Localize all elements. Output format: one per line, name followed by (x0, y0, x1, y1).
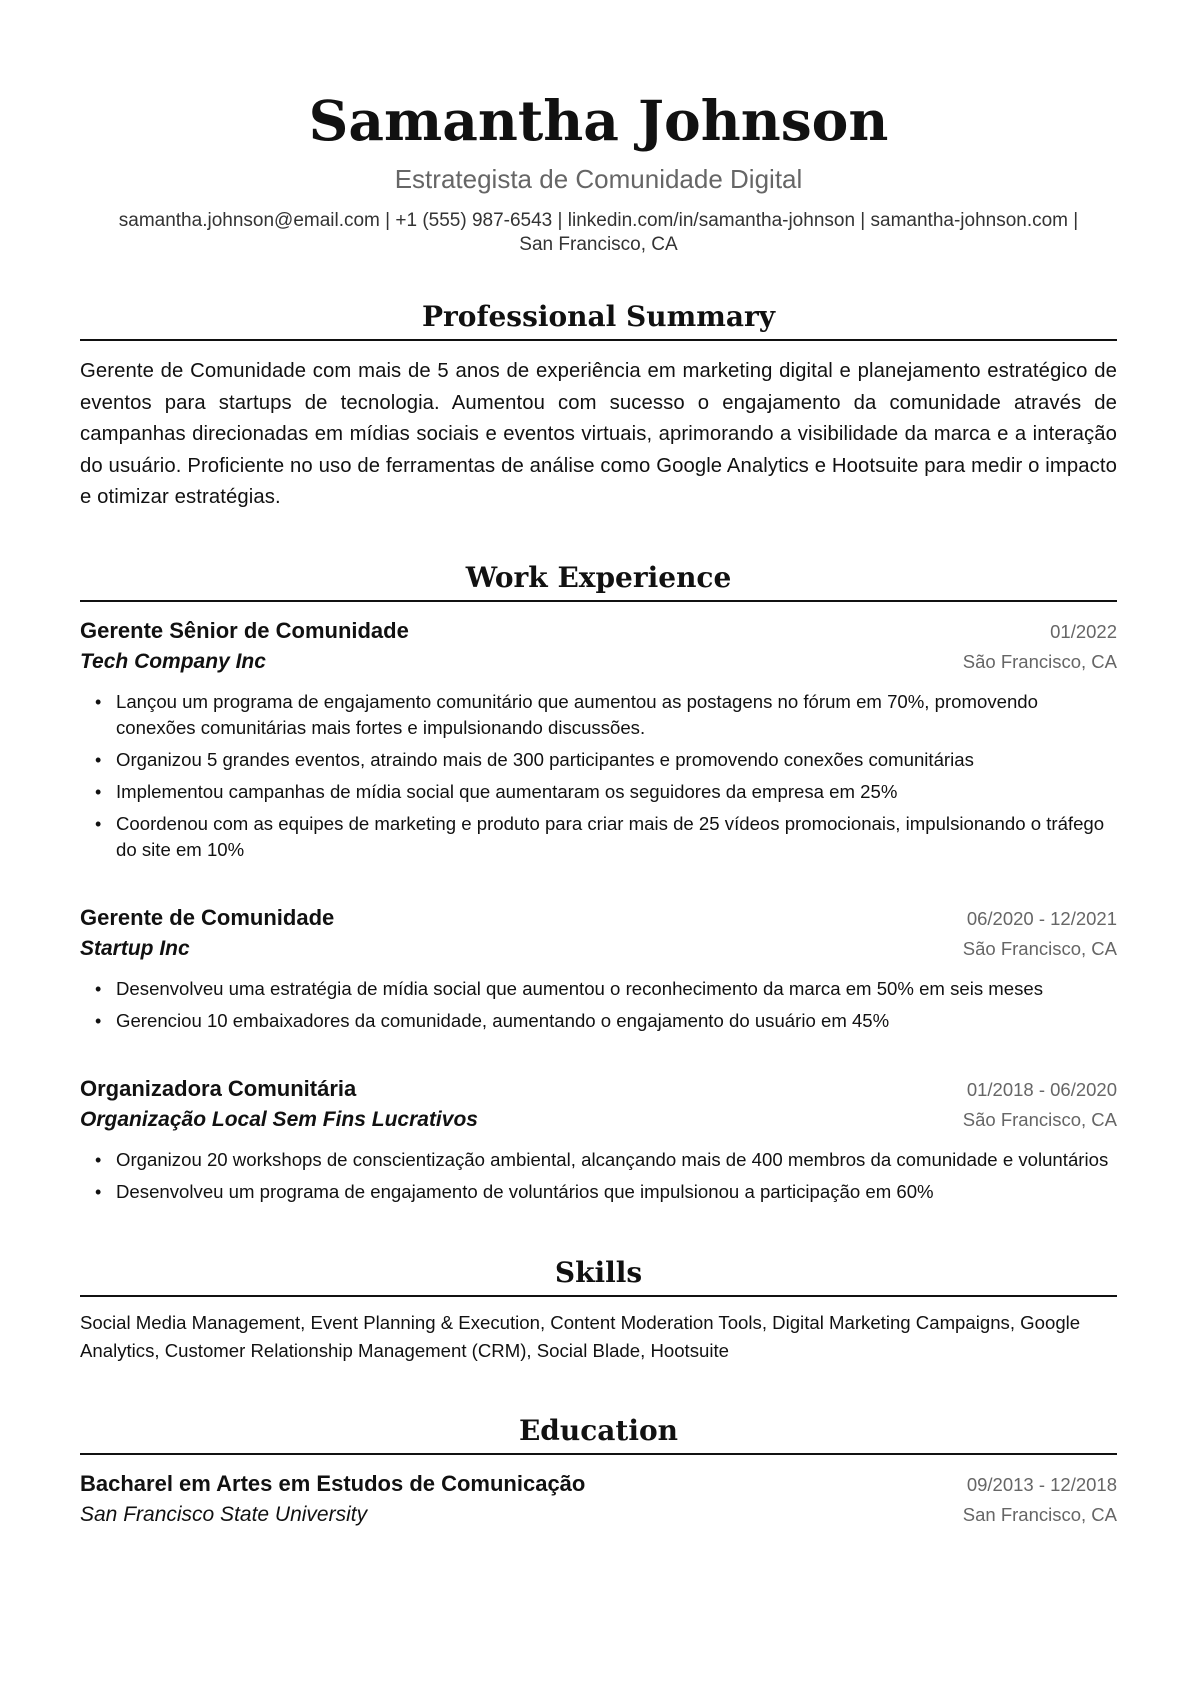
candidate-name: Samantha Johnson (308, 88, 889, 153)
job-bullet: • Desenvolveu uma estratégia de mídia social que aumentou o reconhecimento da marca em 50% em seis meses (116, 976, 1117, 1002)
resume-page (80, 0, 1117, 1530)
job-bullet: • Gerenciou 10 embaixadores da comunidade, aumentando o engajamento do usuário em 45% (116, 1008, 1117, 1034)
job-company: Organização Local Sem Fins Lucrativos (80, 1107, 478, 1131)
job-company: Tech Company Inc (80, 649, 266, 673)
degree: Bacharel em Artes em Estudos de Comunicação (80, 1470, 586, 1496)
job-title: Gerente de Comunidade (80, 904, 335, 930)
job-date: 01/2022 (1050, 620, 1117, 642)
education-location: San Francisco, CA (962, 1503, 1117, 1525)
job-date: 06/2020 - 12/2021 (966, 907, 1117, 929)
job-bullet: • Desenvolveu um programa de engajamento de voluntários que impulsionou a participação em 60% (116, 1179, 1117, 1205)
job-bullet: • Implementou campanhas de mídia social que aumentaram os seguidores da empresa em 25% (116, 779, 1117, 805)
job-location: São Francisco, CA (962, 1108, 1117, 1130)
skills-heading: Skills (80, 1255, 1117, 1297)
job-bullets (80, 976, 1117, 1034)
job-bullets (80, 689, 1117, 863)
work-section (80, 560, 1117, 1205)
contact-line-1: samantha.johnson@email.com | +1 (555) 987-6543 | linkedin.com/in/samantha-johnson | samantha-johnson.com | (118, 210, 1079, 231)
job-title: Organizadora Comunitária (80, 1075, 357, 1101)
job-bullet: • Lançou um programa de engajamento comunitário que aumentou as postagens no fórum em 70%, promovendo conexões comunitárias mais fortes e impulsionando discussões. (116, 689, 1117, 741)
contact-line-2: San Francisco, CA (519, 234, 678, 255)
job-entry (80, 1074, 1117, 1205)
summary-text: Gerente de Comunidade com mais de 5 anos de experiência em marketing digital e planejamento estratégico de eventos para startups de tecnologia. Aumentou com sucesso o engajamento da comunidade através de campanhas direcionadas em mídias sociais e eventos virtuais, aprimorando a visibilidade da marca e a interação do usuário. Proficiente no uso de ferramentas de análise como Google Analytics e Hootsuite para medir o impacto e otimizar estratégias. (80, 360, 1117, 508)
work-heading: Work Experience (80, 560, 1117, 602)
job-entry (80, 616, 1117, 863)
job-bullet: • Organizou 20 workshops de conscientização ambiental, alcançando mais de 400 membros da comunidade e voluntários (116, 1147, 1117, 1173)
education-section (80, 1413, 1117, 1530)
education-heading: Education (80, 1413, 1117, 1455)
job-title: Gerente Sênior de Comunidade (80, 617, 409, 643)
job-company: Startup Inc (80, 936, 190, 960)
school: San Francisco State University (80, 1502, 368, 1526)
job-location: São Francisco, CA (962, 650, 1117, 672)
contact-info (80, 209, 1117, 257)
summary-section (80, 299, 1117, 514)
job-bullet: • Coordenou com as equipes de marketing e produto para criar mais de 25 vídeos promocionais, impulsionando o tráfego do site em 10% (116, 811, 1117, 863)
job-location: São Francisco, CA (962, 937, 1117, 959)
job-entry (80, 903, 1117, 1034)
skills-text: Social Media Management, Event Planning & Execution, Content Moderation Tools, Digital Marketing Campaigns, Google Analytics, Customer Relationship Management (CRM), Social Blade, Hootsuite (80, 1311, 1081, 1361)
candidate-title: Estrategista de Comunidade Digital (394, 164, 803, 194)
education-entry (80, 1469, 1117, 1530)
summary-heading: Professional Summary (80, 299, 1117, 341)
job-bullets (80, 1147, 1117, 1205)
job-bullet: • Organizou 5 grandes eventos, atraindo mais de 300 participantes e promovendo conexões comunitárias (116, 747, 1117, 773)
job-date: 01/2018 - 06/2020 (966, 1078, 1117, 1100)
skills-section (80, 1255, 1117, 1365)
education-date: 09/2013 - 12/2018 (966, 1473, 1117, 1495)
